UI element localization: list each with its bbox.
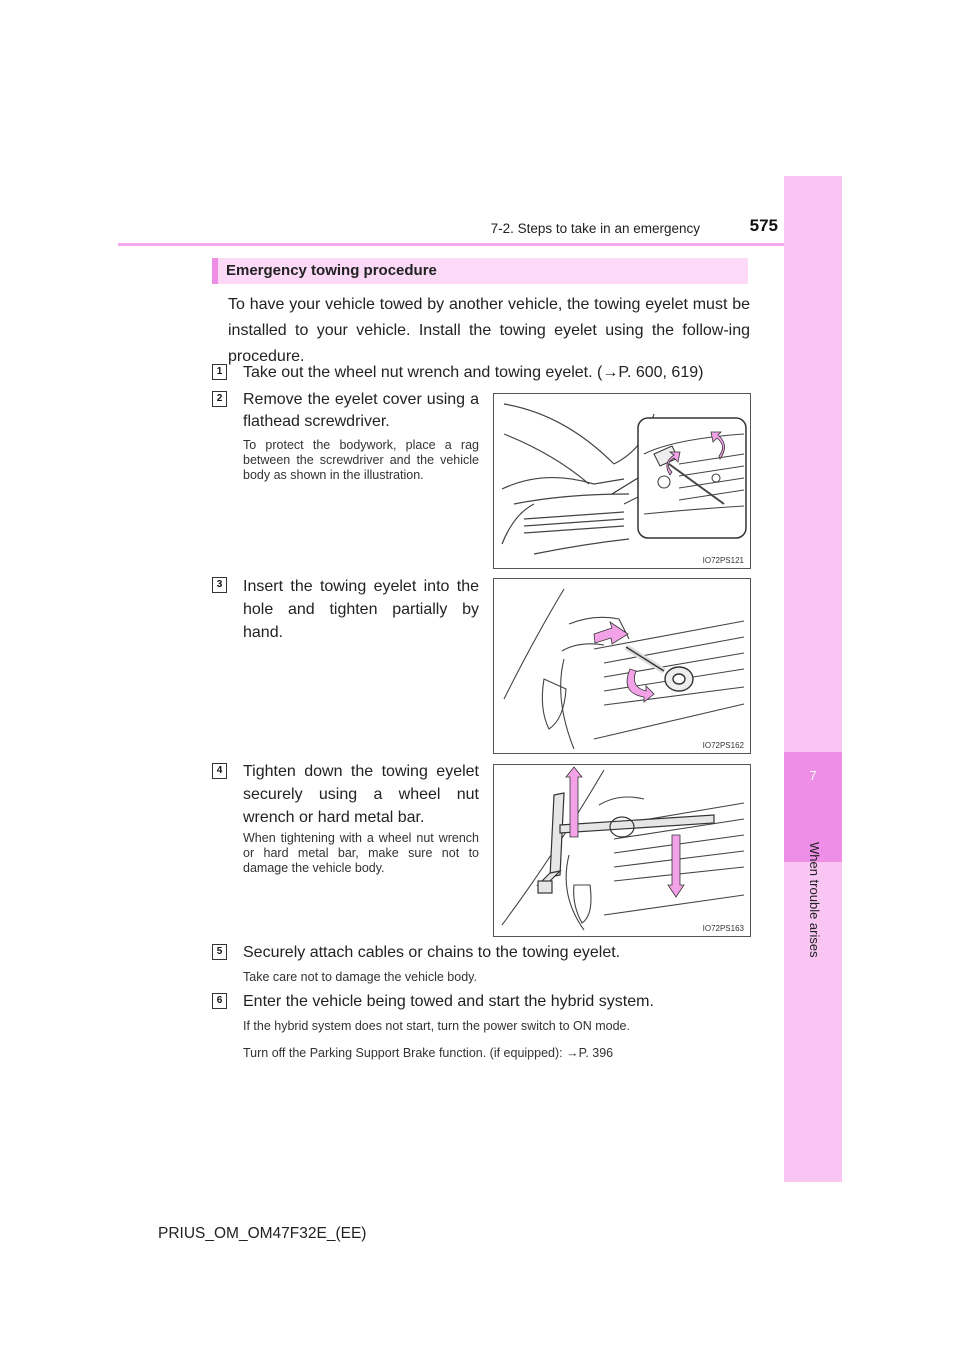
step-number-1: 1	[212, 364, 227, 380]
step-number-4: 4	[212, 763, 227, 779]
step-text-2: Remove the eyelet cover using a flathead screwdriver.	[243, 391, 479, 430]
step-text-1: Take out the wheel nut wrench and towing eyelet. (→P. 600, 619)	[243, 364, 704, 381]
step-note-6b: Turn off the Parking Support Brake function. (if equipped): →P. 396	[243, 1046, 614, 1060]
step-note-2: To protect the bodywork, place a rag between the screwdriver and the vehicle body as shown in the illustration.	[243, 438, 479, 482]
header-rule	[118, 243, 784, 246]
illustration-tighten-eyelet	[493, 764, 751, 937]
step-note-4: When tightening with a wheel nut wrench or hard metal bar, make sure not to damage the vehicle body.	[243, 831, 479, 875]
step-note-6: If the hybrid system does not start, turn the power switch to ON mode.	[243, 1019, 630, 1033]
illustration-insert-eyelet	[493, 578, 751, 754]
step-number-5: 5	[212, 944, 227, 960]
step-text-3: Insert the towing eyelet into the hole and tighten partially by hand.	[243, 578, 479, 641]
step-text-5: Securely attach cables or chains to the towing eyelet.	[243, 944, 621, 961]
step-text-6: Enter the vehicle being towed and start the hybrid system.	[243, 993, 654, 1010]
image-code-4: IO72PS163	[702, 924, 744, 933]
document-code-footer: PRIUS_OM_OM47F32E_(EE)	[158, 1225, 367, 1242]
step-number-2: 2	[212, 391, 227, 407]
intro-paragraph: To have your vehicle towed by another vehicle, the towing eyelet must be installed to your vehicle. Install the towing eyelet using the follow-ing procedure.	[228, 296, 750, 365]
chapter-number: 7	[809, 768, 817, 783]
section-path: 7-2. Steps to take in an emergency	[490, 221, 700, 236]
image-code-3: IO72PS162	[702, 741, 744, 750]
step-number-3: 3	[212, 577, 227, 593]
page-number: 575	[749, 216, 778, 235]
section-heading-accent	[212, 258, 218, 284]
image-code-2: IO72PS121	[702, 556, 744, 565]
step-text-4: Tighten down the towing eyelet securely using a wheel nut wrench or hard metal bar.	[243, 763, 479, 826]
step-number-6: 6	[212, 993, 227, 1009]
section-heading: Emergency towing procedure	[226, 262, 437, 279]
step-note-5: Take care not to damage the vehicle body.	[243, 970, 477, 984]
illustration-remove-eyelet-cover	[493, 393, 751, 569]
chapter-title: When trouble arises	[807, 842, 822, 958]
